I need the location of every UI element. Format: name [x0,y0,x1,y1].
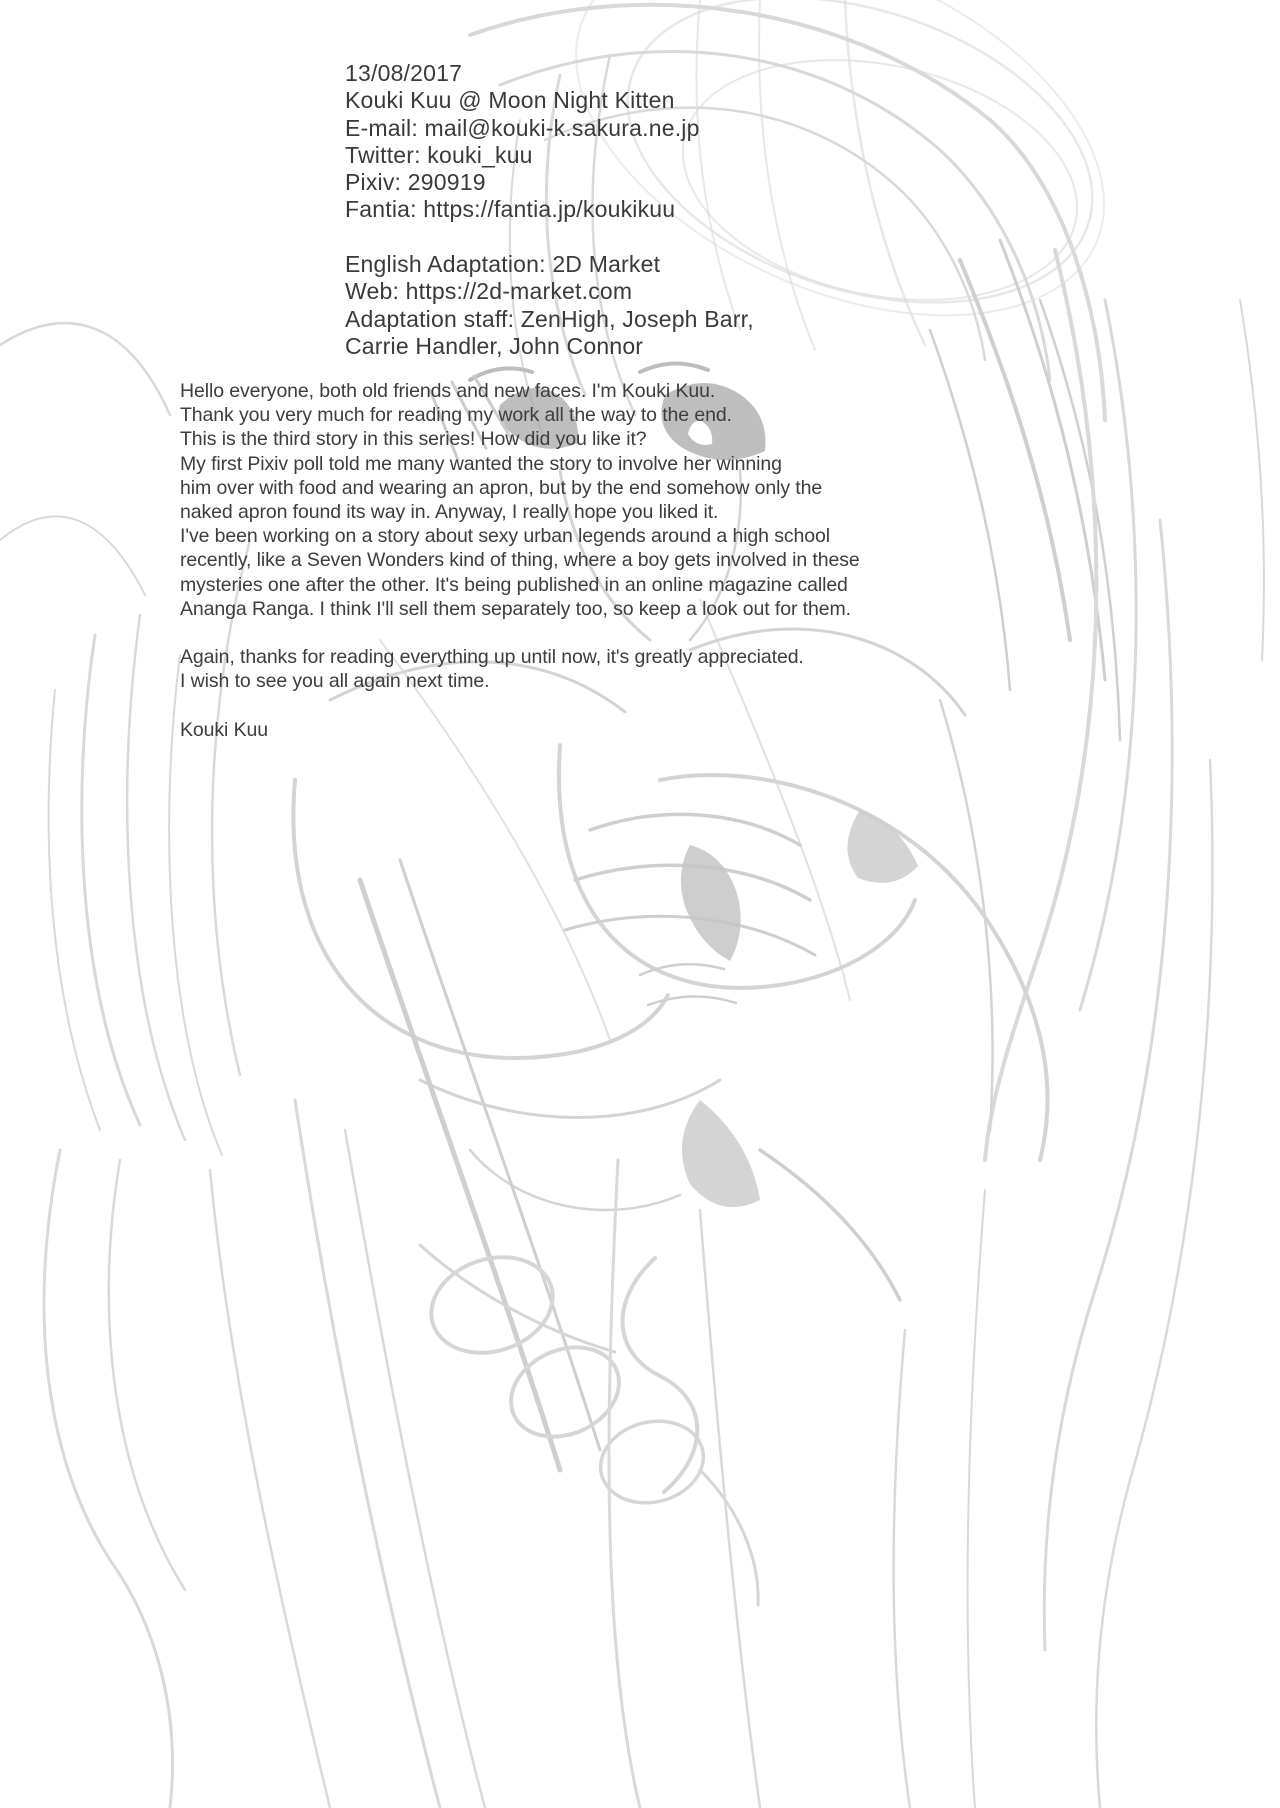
text-line: E-mail: mail@kouki-k.sakura.ne.jp [345,114,700,141]
credits-block [345,60,754,360]
text-line: Kouki Kuu [180,718,268,741]
text-line [345,224,754,251]
text-line: This is the third story in this series! How did you like it? [180,428,647,451]
sketch-hair-right [930,240,1264,1808]
text-line: I wish to see you all again next time. [180,670,490,693]
text-line: 13/08/2017 [345,60,463,86]
text-line: My first Pixiv poll told me many wanted the story to involve her winning [180,452,782,475]
text-line: Thank you very much for reading my work all the way to the end. [180,404,732,427]
text-line: Hello everyone, both old friends and new faces. I'm Kouki Kuu. [180,380,716,402]
text-line: Web: https://2d-market.com [345,278,633,305]
text-line [180,694,860,718]
text-line: him over with food and wearing an apron, but by the end somehow only the [180,476,823,499]
text-line: Kouki Kuu @ Moon Night Kitten [345,87,675,114]
text-line: mysteries one after the other. It's being published in an online magazine called [180,573,848,596]
sketch-hands [360,810,918,1470]
text-line: naked apron found its way in. Anyway, I really hope you liked it. [180,501,719,524]
text-line: Adaptation staff: ZenHigh, Joseph Barr, [345,305,754,332]
text-line: recently, like a Seven Wonders kind of thing, where a boy gets involved in these [180,549,860,572]
text-line: Fantia: https://fantia.jp/koukikuu [345,196,676,223]
text-line [180,621,860,645]
text-line: Carrie Handler, John Connor [345,332,644,359]
text-line: English Adaptation: 2D Market [345,251,661,278]
afterword-text [180,379,860,742]
text-line: I've been working on a story about sexy urban legends around a high school [180,525,831,548]
text-line: Ananga Ranga. I think I'll sell them separately too, so keep a look out for them. [180,597,851,620]
text-line: Again, thanks for reading everything up until now, it's greatly appreciated. [180,646,804,669]
text-line: Pixiv: 290919 [345,169,486,196]
text-line: Twitter: kouki_kuu [345,141,533,168]
